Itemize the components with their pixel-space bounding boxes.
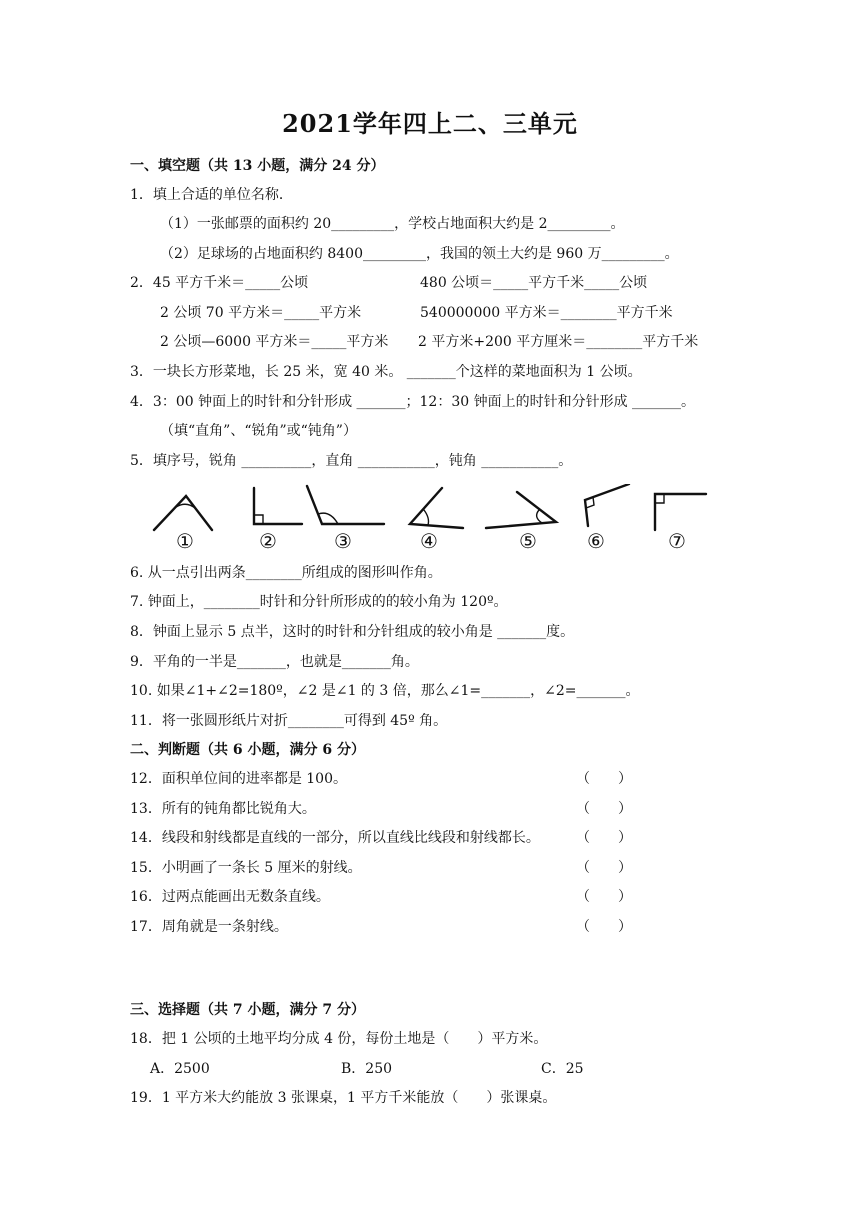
angle-label-4: ④: [420, 529, 438, 553]
q5: 5．填序号，锐角 __________，直角 ___________，钝角 ___________。: [130, 453, 573, 469]
judge-paren-14: （ ）: [576, 830, 632, 846]
judge-paren-15: （ ）: [576, 860, 632, 876]
judge-item-17: 17．周角就是一条射线。: [130, 919, 288, 935]
q1-part2: （2）足球场的占地面积约 8400_________，我国的领土大约是 960 万_________。: [160, 246, 679, 262]
angle-label-3: ③: [334, 529, 352, 553]
section-fill-heading: 一、填空题（共 13 小题，满分 24 分）: [130, 158, 385, 174]
q2-row1-right: 480 公顷＝_____平方千米_____公顷: [420, 275, 648, 291]
angle-label-7: ⑦: [668, 529, 686, 553]
q1-stem: 1．填上合适的单位名称．: [130, 187, 293, 203]
section-judge-heading: 二、判断题（共 6 小题，满分 6 分）: [130, 742, 365, 758]
q3: 3．一块长方形菜地，长 25 米，宽 40 米。 _______个这样的菜地面积为 1 公顷。: [130, 364, 642, 380]
angle-2-figure: [254, 488, 302, 524]
q18-option-a: A．2500: [150, 1061, 210, 1077]
angle-3-figure: [307, 486, 384, 524]
q7: 7. 钟面上，________时针和分针所形成的的较小角为 120º。: [130, 594, 508, 610]
judge-paren-13: （ ）: [576, 801, 632, 817]
q11: 11．将一张圆形纸片对折________可得到 45º 角。: [130, 713, 448, 729]
angle-6-figure: [585, 484, 629, 526]
q2-row2-right: 540000000 平方米＝________平方千米: [420, 305, 673, 321]
angle-1-figure: [154, 496, 212, 530]
judge-item-12: 12．面积单位间的进率都是 100。: [130, 771, 347, 787]
angle-label-6: ⑥: [587, 529, 605, 553]
q18-option-c: C．25: [541, 1061, 584, 1077]
q19-stem: 19．1 平方米大约能放 3 张课桌，1 平方千米能放（ ）张课桌。: [130, 1090, 557, 1106]
q2-row3-right: 2 平方米+200 平方厘米＝________平方千米: [418, 334, 699, 350]
q6: 6. 从一点引出两条________所组成的图形叫作角。: [130, 565, 442, 581]
q1-part1: （1）一张邮票的面积约 20_________，学校占地面积大约是 2_________。: [160, 216, 625, 232]
q2-row1-left: 2．45 平方千米＝_____公顷: [130, 275, 309, 291]
angle-7-figure: [655, 494, 706, 530]
judge-item-13: 13．所有的钝角都比锐角大。: [130, 801, 316, 817]
q4-stem: 4．3：00 钟面上的时针和分针形成 _______；12：30 钟面上的时针和分针形成 _______。: [130, 394, 696, 410]
q2-row2-left: 2 公顷 70 平方米＝_____平方米: [160, 305, 362, 321]
judge-item-14: 14．线段和射线都是直线的一部分，所以直线比线段和射线都长。: [130, 830, 540, 846]
section-choice-heading: 三、选择题（共 7 小题，满分 7 分）: [130, 1002, 365, 1018]
q18-stem: 18．把 1 公顷的土地平均分成 4 份，每份土地是（ ）平方米。: [130, 1031, 548, 1047]
judge-paren-16: （ ）: [576, 889, 632, 905]
judge-item-16: 16．过两点能画出无数条直线。: [130, 889, 330, 905]
page-title: 2021学年四上二、三单元: [282, 109, 578, 138]
q9: 9．平角的一半是_______，也就是_______角。: [130, 654, 419, 670]
judge-paren-17: （ ）: [576, 919, 632, 935]
angle-label-5: ⑤: [519, 529, 537, 553]
angle-label-2: ②: [259, 529, 277, 553]
angle-label-1: ①: [176, 529, 194, 553]
q4-note: （填“直角”、“锐角”或“钝角”）: [160, 423, 357, 439]
angle-5-figure: [486, 492, 556, 528]
q8: 8．钟面上显示 5 点半，这时的时针和分针组成的较小角是 _______度。: [130, 624, 575, 640]
q10: 10. 如果∠1+∠2=180º，∠2 是∠1 的 3 倍，那么∠1=_______，∠2=_______。: [130, 683, 640, 699]
q2-row3-left: 2 公顷—6000 平方米＝_____平方米: [160, 334, 389, 350]
judge-item-15: 15．小明画了一条长 5 厘米的射线。: [130, 860, 362, 876]
q18-option-b: B．250: [341, 1061, 393, 1077]
judge-paren-12: （ ）: [576, 771, 632, 787]
angle-4-figure: [410, 488, 463, 528]
